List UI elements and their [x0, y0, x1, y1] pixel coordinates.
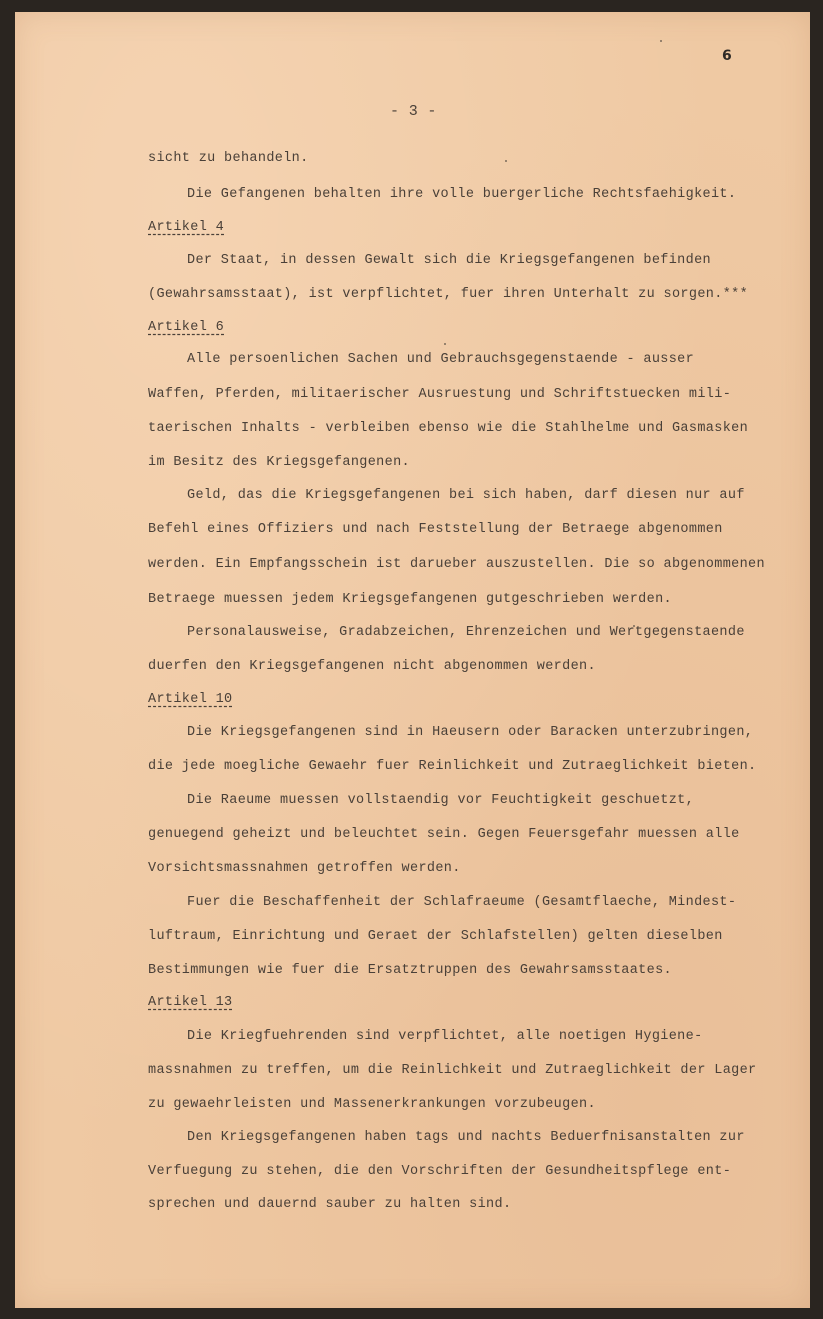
paper-speck — [505, 160, 507, 162]
text-line: zu gewaehrleisten und Massenerkrankungen vorzubeugen. — [148, 1097, 596, 1112]
text-line: genuegend geheizt und beleuchtet sein. Gegen Feuersgefahr muessen alle — [148, 827, 740, 842]
text-line: Vorsichtsmassnahmen getroffen werden. — [148, 861, 461, 876]
article-4-heading: Artikel 4 — [148, 220, 225, 235]
text-line: Bestimmungen wie fuer die Ersatztruppen des Gewahrsamsstaates. — [148, 963, 672, 978]
article-10-heading: Artikel 10 — [148, 692, 233, 707]
text-line: Den Kriegsgefangenen haben tags und nachts Beduerfnisanstalten zur — [187, 1130, 745, 1145]
text-line: sprechen und dauernd sauber zu halten sind. — [148, 1197, 512, 1212]
text-line: Die Gefangenen behalten ihre volle buergerliche Rechtsfaehigkeit. — [187, 187, 737, 202]
text-line: Befehl eines Offiziers und nach Feststellung der Betraege abgenommen — [148, 522, 723, 537]
corner-page-mark: 6 — [722, 48, 732, 64]
text-line: Die Kriegfuehrenden sind verpflichtet, alle noetigen Hygiene- — [187, 1029, 703, 1044]
paper-speck — [660, 40, 662, 42]
text-line: Geld, das die Kriegsgefangenen bei sich haben, darf diesen nur auf — [187, 488, 745, 503]
text-line: Fuer die Beschaffenheit der Schlafraeume (Gesamtflaeche, Mindest- — [187, 895, 737, 910]
text-line: Die Raeume muessen vollstaendig vor Feuchtigkeit geschuetzt, — [187, 793, 695, 808]
text-line: Betraege muessen jedem Kriegsgefangenen gutgeschrieben werden. — [148, 592, 672, 607]
text-line: werden. Ein Empfangsschein ist darueber auszustellen. Die so abgenommenen — [148, 557, 765, 572]
article-13-heading: Artikel 13 — [148, 995, 233, 1010]
text-line: sicht zu behandeln. — [148, 151, 309, 166]
text-line: die jede moegliche Gewaehr fuer Reinlichkeit und Zutraeglichkeit bieten. — [148, 759, 757, 774]
text-line: massnahmen zu treffen, um die Reinlichkeit und Zutraeglichkeit der Lager — [148, 1063, 757, 1078]
page-number: - 3 - — [390, 103, 437, 120]
text-line: duerfen den Kriegsgefangenen nicht abgenommen werden. — [148, 659, 596, 674]
text-line: taerischen Inhalts - verbleiben ebenso wie die Stahlhelme und Gasmasken — [148, 421, 749, 436]
article-6-heading: Artikel 6 — [148, 320, 225, 335]
text-line: Verfuegung zu stehen, die den Vorschriften der Gesundheitspflege ent- — [148, 1164, 732, 1179]
text-line: Personalausweise, Gradabzeichen, Ehrenzeichen und Wertgegenstaende — [187, 625, 745, 640]
text-line: Waffen, Pferden, militaerischer Ausruestung und Schriftstuecken mili- — [148, 387, 732, 402]
text-line: Die Kriegsgefangenen sind in Haeusern oder Baracken unterzubringen, — [187, 725, 754, 740]
text-line: im Besitz des Kriegsgefangenen. — [148, 455, 410, 470]
text-line: Alle persoenlichen Sachen und Gebrauchsgegenstaende - ausser — [187, 352, 695, 367]
text-line: Der Staat, in dessen Gewalt sich die Kriegsgefangenen befinden — [187, 253, 711, 268]
text-line: (Gewahrsamsstaat), ist verpflichtet, fuer ihren Unterhalt zu sorgen.*** — [148, 287, 749, 302]
paper-speck — [444, 343, 446, 345]
text-line: luftraum, Einrichtung und Geraet der Schlafstellen) gelten dieselben — [148, 929, 723, 944]
